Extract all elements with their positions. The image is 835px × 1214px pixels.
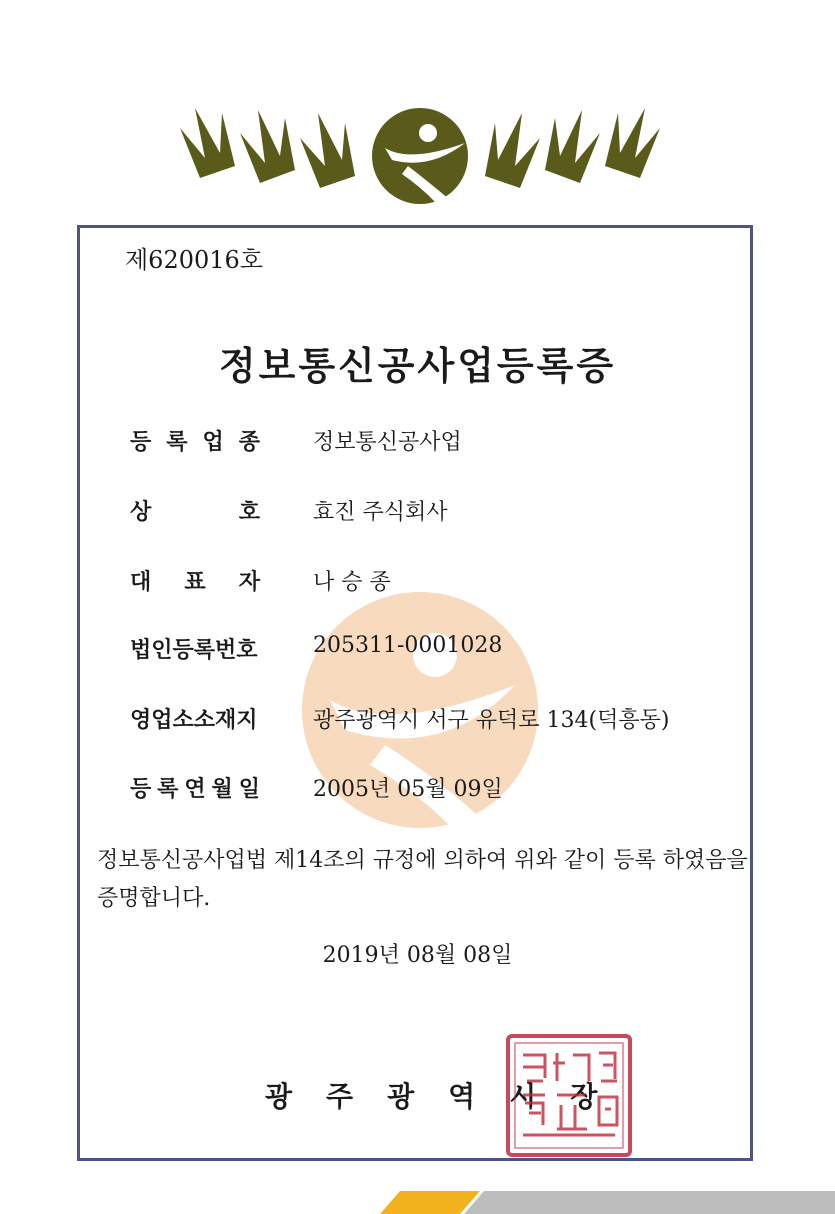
field-label-representative: 대 표 자 — [130, 569, 260, 595]
field-value-office-address: 광주광역시 서구 유덕로 134(덕흥동) — [313, 708, 670, 733]
right-laurel-icon — [485, 108, 660, 188]
issue-date: 2019년 08월 08일 — [322, 943, 513, 968]
field-label-corp-reg-no: 법인등록번호 — [130, 637, 258, 663]
left-laurel-icon — [180, 108, 355, 188]
field-label-registration-date: 등 록 연 월 일 — [130, 776, 260, 802]
gwangju-emblem-icon — [160, 88, 680, 218]
field-label-office-address: 영업소소재지 — [130, 707, 258, 733]
footer-bar — [380, 1191, 835, 1214]
field-value-registration-date: 2005년 05월 09일 — [313, 777, 503, 802]
issuer-name: 광주광역시장 — [265, 1080, 632, 1113]
certificate-number: 제620016호 — [125, 246, 263, 274]
field-value-trade-name: 효진 주식회사 — [313, 500, 448, 525]
official-seal-icon — [505, 1033, 633, 1158]
certificate-title: 정보통신공사업등록증 — [218, 343, 617, 388]
field-label-business-type: 등 록 업 종 — [130, 429, 260, 455]
field-value-representative: 나 승 종 — [313, 570, 391, 595]
field-label-trade-name: 상 호 — [130, 499, 260, 525]
field-value-business-type: 정보통신공사업 — [313, 430, 462, 455]
certification-statement: 정보통신공사업법 제14조의 규정에 의하여 위와 같이 등록 하였음을 증명합니다. — [97, 848, 748, 911]
field-value-corp-reg-no: 205311-0001028 — [313, 633, 503, 658]
